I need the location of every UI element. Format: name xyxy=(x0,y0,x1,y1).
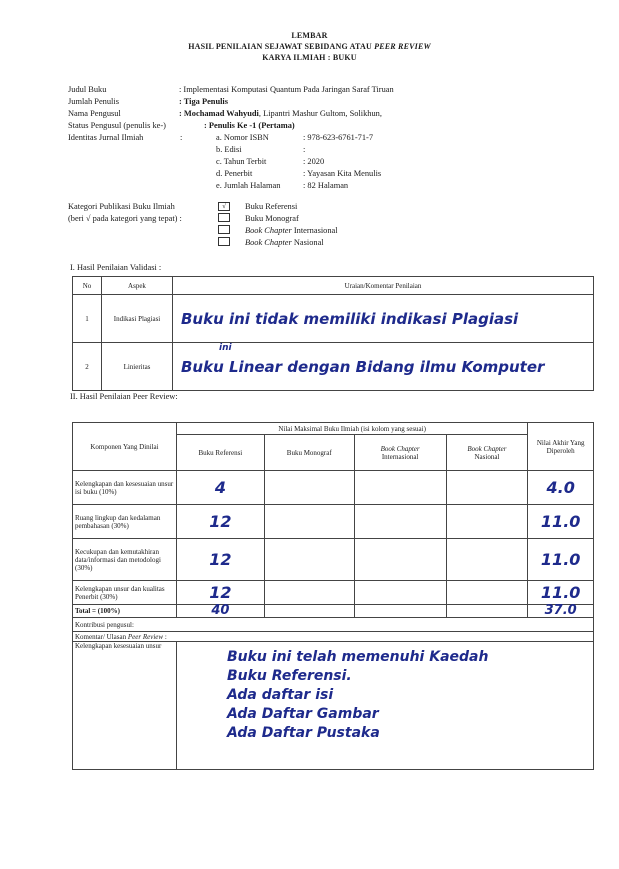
row-aspek: Linieritas xyxy=(102,343,173,391)
title-line-2 xyxy=(0,42,619,51)
kontribusi-label: Kontribusi pengusul: xyxy=(73,618,594,632)
section-2-title: II. Hasil Penilaian Peer Review: xyxy=(70,392,178,401)
title-line-1: LEMBAR xyxy=(291,31,328,40)
identitas-colon: : xyxy=(180,133,183,142)
penerbit-value: : Yayasan Kita Menulis xyxy=(303,169,382,178)
row-no: 1 xyxy=(73,295,102,343)
identitas-label: Identitas Jurnal Ilmiah xyxy=(68,133,144,142)
status-value: : Penulis Ke -1 (Pertama) xyxy=(204,121,295,130)
nama-label: Nama Pengusul xyxy=(68,109,121,118)
option-chapter-internasional xyxy=(245,225,338,237)
isbn-label: a. Nomor ISBN xyxy=(216,133,269,142)
handwritten-score: 12 xyxy=(209,583,232,602)
col-aspek: Aspek xyxy=(102,277,173,295)
option-chapter-nas-text: Nasional xyxy=(293,238,324,247)
handwritten-insert: ini xyxy=(219,343,232,353)
table-row xyxy=(73,581,594,605)
subcol-buku-referensi: Buku Referensi xyxy=(176,435,264,471)
nama-value-bold: : Mochamad Wahyudi xyxy=(179,109,259,118)
checkbox-chapter-nasional[interactable] xyxy=(218,237,230,246)
checkbox-buku-referensi[interactable] xyxy=(218,202,230,211)
table-row xyxy=(73,505,594,539)
halaman-label: e. Jumlah Halaman xyxy=(216,181,281,190)
option-chapter-nas-italic: Book Chapter xyxy=(245,238,292,247)
nama-value xyxy=(179,108,382,120)
komponen-cell: Kelengkapan unsur dan kualitas Penerbit (30%) xyxy=(73,581,177,605)
isbn-value: : 978-623-6761-71-7 xyxy=(303,133,374,142)
handwritten-final: 11.0 xyxy=(540,550,581,569)
nilai-header: Nilai Maksimal Buku Ilmiah (isi kolom yang sesuai) xyxy=(176,423,527,435)
jumlah-value: : Tiga Penulis xyxy=(179,97,229,106)
check-mark-icon: √ xyxy=(222,202,226,210)
title-line-2-italic: PEER REVIEW xyxy=(374,42,431,51)
comment-area xyxy=(176,642,593,770)
handwritten-score: 12 xyxy=(209,512,232,531)
handwritten-total-final: 37.0 xyxy=(544,602,577,618)
subcol-buku-monograf: Buku Monograf xyxy=(264,435,354,471)
komentar-colon: : xyxy=(163,632,167,641)
jumlah-label: Jumlah Penulis xyxy=(68,97,119,106)
nama-value-rest: , Lipantri Mashur Gultom, Solikhun, xyxy=(258,109,382,118)
handwritten-final: 4.0 xyxy=(546,478,575,497)
table-row xyxy=(73,343,594,391)
status-label: Status Pengusul (penulis ke-) xyxy=(68,121,166,130)
handwritten-final: 11.0 xyxy=(540,583,581,602)
checkbox-chapter-internasional[interactable] xyxy=(218,225,230,234)
komponen-cell: Ruang lingkup dan kedalaman pembahasan (30%) xyxy=(73,505,177,539)
subcol-chapter-int-italic: Book Chapter xyxy=(380,444,420,453)
handwritten-line: Ada Daftar Pustaka xyxy=(226,725,380,741)
subcol-chapter-int-text: Internasional xyxy=(381,452,419,461)
option-chapter-nasional xyxy=(245,237,324,249)
title-line-2-text: HASIL PENILAIAN SEJAWAT SEBIDANG ATAU xyxy=(188,42,375,51)
edisi-label: b. Edisi xyxy=(216,145,242,154)
table-row xyxy=(73,539,594,581)
row-no: 2 xyxy=(73,343,102,391)
title-line-3: KARYA ILMIAH : BUKU xyxy=(262,53,357,62)
total-row xyxy=(73,605,594,618)
total-label: Total = (100%) xyxy=(73,605,177,618)
judul-label: Judul Buku xyxy=(68,85,107,94)
kategori-label: Kategori Publikasi Buku Ilmiah xyxy=(68,202,175,211)
tahun-label: c. Tahun Terbit xyxy=(216,157,267,166)
handwritten-line: Buku Referensi. xyxy=(226,668,352,684)
edisi-value: : xyxy=(303,145,306,154)
row-aspek: Indikasi Plagiasi xyxy=(102,295,173,343)
komentar-label xyxy=(73,632,594,642)
kelengkapan-label: Kelengkapan kesesuaian unsur xyxy=(73,642,177,770)
penerbit-label: d. Penerbit xyxy=(216,169,253,178)
handwritten-score: 12 xyxy=(209,550,232,569)
col-uraian: Uraian/Komentar Penilaian xyxy=(173,277,594,295)
table-row xyxy=(73,295,594,343)
subcol-chapter-internasional xyxy=(354,435,446,471)
validasi-table xyxy=(72,276,594,391)
akhir-header: Nilai Akhir Yang Diperoleh xyxy=(528,423,594,471)
section-1-title: I. Hasil Penilaian Validasi : xyxy=(70,263,162,272)
handwritten-line: Ada daftar isi xyxy=(226,687,334,703)
komentar-italic: Peer Review xyxy=(127,632,164,641)
checkbox-buku-monograf[interactable] xyxy=(218,213,230,222)
komponen-cell: Kelengkapan dan kesesuaian unsur isi buku (10%) xyxy=(73,471,177,505)
handwritten-score: 4 xyxy=(214,478,226,497)
komponen-cell: Kecukupan dan kemutakhiran data/informasi dan metodologi (30%) xyxy=(73,539,177,581)
handwritten-total: 40 xyxy=(211,602,230,618)
peer-review-table xyxy=(72,422,594,770)
col-no: No xyxy=(73,277,102,295)
option-chapter-int-italic: Book Chapter xyxy=(245,226,292,235)
komentar-text: Komentar/ Ulasan xyxy=(75,632,128,641)
handwritten-comment: Buku ini tidak memiliki indikasi Plagiasi xyxy=(181,309,519,328)
option-buku-referensi: Buku Referensi xyxy=(245,202,298,211)
handwritten-line: Ada Daftar Gambar xyxy=(226,706,379,722)
judul-value: : Implementasi Komputasi Quantum Pada Jaringan Saraf Tiruan xyxy=(179,85,394,94)
handwritten-line: Buku ini telah memenuhi Kaedah xyxy=(226,649,489,665)
tahun-value: : 2020 xyxy=(303,157,325,166)
subcol-chapter-nas-italic: Book Chapter xyxy=(467,444,507,453)
komponen-header: Komponen Yang Dinilai xyxy=(73,423,177,471)
handwritten-comment: Buku Linear dengan Bidang ilmu Komputer xyxy=(181,357,545,376)
subcol-chapter-nasional xyxy=(446,435,528,471)
option-buku-monograf: Buku Monograf xyxy=(245,214,299,223)
subcol-chapter-nas-text: Nasional xyxy=(474,452,500,461)
table-row xyxy=(73,471,594,505)
handwritten-final: 11.0 xyxy=(540,512,581,531)
halaman-value: : 82 Halaman xyxy=(303,181,349,190)
option-chapter-int-text: Internasional xyxy=(293,226,338,235)
kategori-hint: (beri √ pada kategori yang tepat) : xyxy=(68,214,182,223)
